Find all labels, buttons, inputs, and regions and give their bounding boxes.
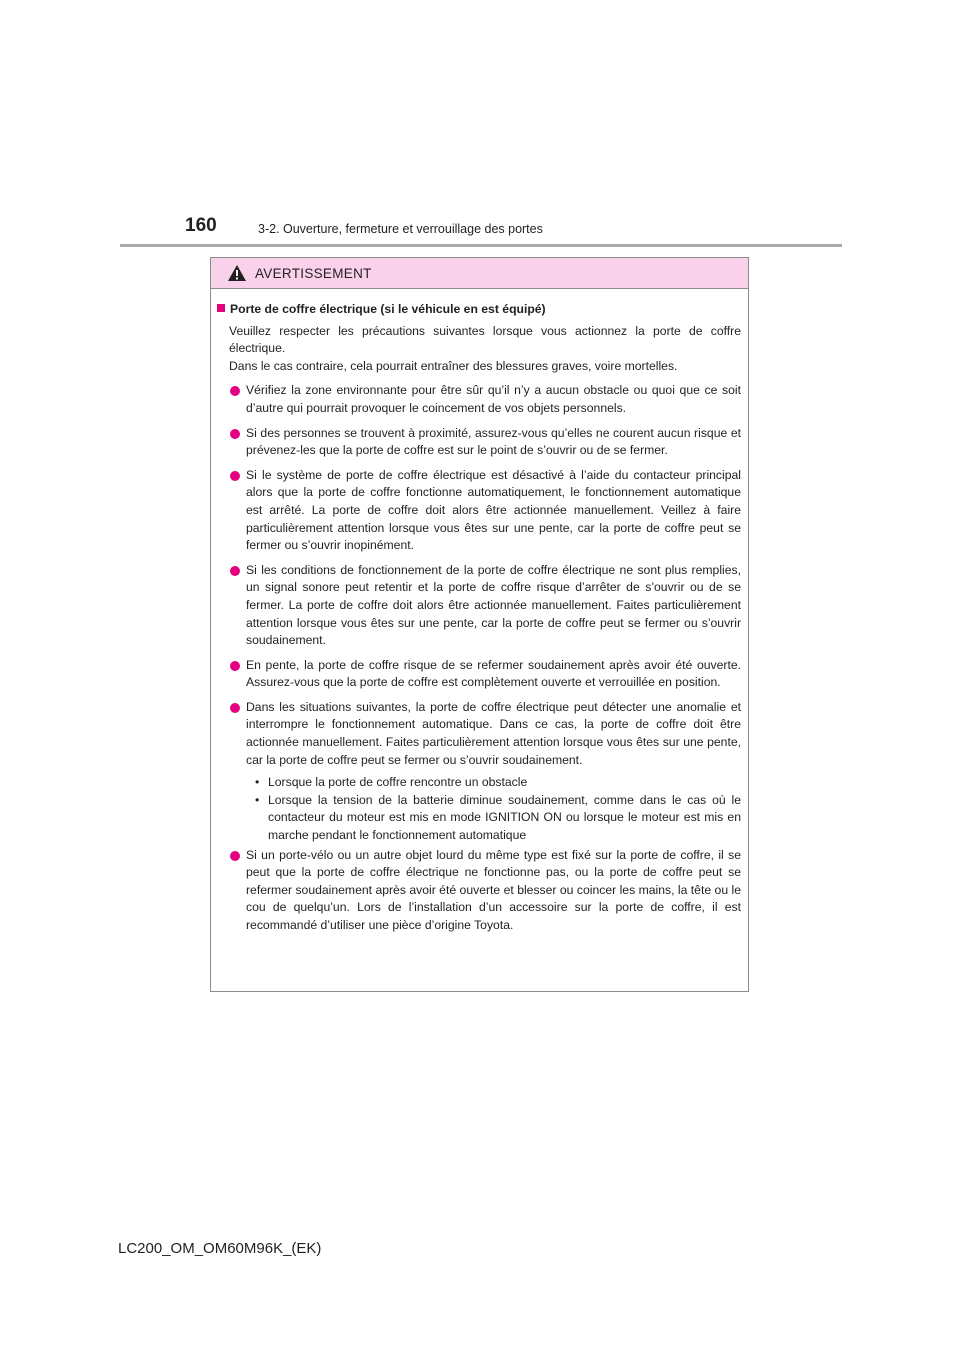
list-item (217, 657, 741, 692)
sub-list-item (255, 792, 741, 845)
circle-bullet-icon (230, 703, 240, 713)
list-item (217, 562, 741, 650)
square-bullet-icon (217, 304, 225, 312)
list-item-text: Si des personnes se trouvent à proximité, assurez-vous qu’elles ne courent aucun risque et prévenez-les que la porte de coffre est sur le point de s’ouvrir ou de se fermer. (246, 425, 741, 458)
intro-paragraph: Dans le cas contraire, cela pourrait entraîner des blessures graves, voire mortelles. (229, 358, 678, 373)
sub-list-item-text: Lorsque la porte de coffre rencontre un obstacle (268, 775, 528, 790)
sub-bullet-marker: • (255, 792, 260, 807)
section-title: 3-2. Ouverture, fermeture et verrouillage des portes (258, 222, 543, 236)
list-item-text: Vérifiez la zone environnante pour être sûr qu’il n’y a aucun obstacle ou quoi que ce soit d’autre qui pourrait provoquer le coincement de vos objets personnels. (246, 383, 741, 415)
list-item-text: Si les conditions de fonctionnement de la porte de coffre électrique ne sont plus remplies, un signal sonore peut retentir et la porte de coffre risque d’arrêter de s’ouvrir ou de se fermer. La porte de coffre doit alors être actionnée manuellement. Faites particulièrement attention lorsque vous êtes sur une pente, car la porte de coffre peut se fermer ou s’ouvrir soudainement. (246, 562, 741, 648)
warning-body (211, 289, 748, 935)
circle-bullet-icon (230, 429, 240, 439)
sub-list (255, 774, 741, 844)
list-item-text: Dans les situations suivantes, la porte de coffre électrique peut détecter une anomalie et interrompre le fonctionnement automatique. Dans ce cas, la porte de coffre doit être actionnée manuellement. Faites particulièrement attention lorsque vous êtes sur une pente, car la porte de coffre peut se fermer ou s’ouvrir soudainement. (246, 699, 741, 767)
warning-header (211, 258, 748, 289)
list-item-text: Si le système de porte de coffre électrique est désactivé à l’aide du contacteur principal alors que la porte de coffre fonctionne automatiquement, le fonctionnement automatique est arrêté. La porte de coffre doit alors être actionnée manuellement. Veillez à faire particulièrement attention lorsque vous êtes sur une pente, car la porte de coffre peut se fermer ou s’ouvrir inopinément. (246, 467, 741, 553)
document-code: LC200_OM_OM60M96K_(EK) (118, 1240, 322, 1257)
warning-box (210, 257, 749, 992)
page-number: 160 (185, 215, 217, 236)
circle-bullet-icon (230, 471, 240, 481)
list-item-text: Si un porte-vélo ou un autre objet lourd du même type est fixé sur la porte de coffre, il se peut que la porte de coffre électrique ne fonctionne pas, ou la porte de coffre peut se refermer soudainement après avoir été ouverte et blesser ou coincer les mains, la tête ou le cou de quelqu’un. Lors de l’installation d’un accessoire sur la porte de coffre, il est recommandé d’utiliser une pièce d’origine Toyota. (246, 847, 741, 932)
list-item (217, 425, 741, 460)
warning-heading (217, 301, 741, 319)
sub-bullet-marker: • (255, 775, 260, 790)
list-item (217, 847, 741, 935)
header-divider (120, 244, 842, 247)
warning-label: AVERTISSEMENT (255, 265, 372, 281)
warning-intro (229, 323, 741, 376)
list-item-text: En pente, la porte de coffre risque de se refermer soudainement après avoir été ouverte. Assurez-vous que la porte de coffre est complètement ouverte et verrouillée en position. (246, 657, 741, 690)
warning-triangle-icon (227, 264, 247, 282)
list-item (217, 467, 741, 555)
intro-paragraph: Veuillez respecter les précautions suivantes lorsque vous actionnez la porte de coffre électrique. (229, 323, 741, 356)
circle-bullet-icon (230, 566, 240, 576)
circle-bullet-icon (230, 661, 240, 671)
sub-list-item (255, 774, 741, 792)
warning-heading-text: Porte de coffre électrique (si le véhicule en est équipé) (230, 302, 546, 316)
sub-list-item-text: Lorsque la tension de la batterie diminue soudainement, comme dans le cas où le contacteur du moteur est mis en mode IGNITION ON ou lorsque le moteur est mis en marche pendant le fonctionnement automatique (268, 792, 741, 843)
circle-bullet-icon (230, 851, 240, 861)
list-item (217, 382, 741, 417)
list-item (217, 699, 741, 769)
circle-bullet-icon (230, 386, 240, 396)
